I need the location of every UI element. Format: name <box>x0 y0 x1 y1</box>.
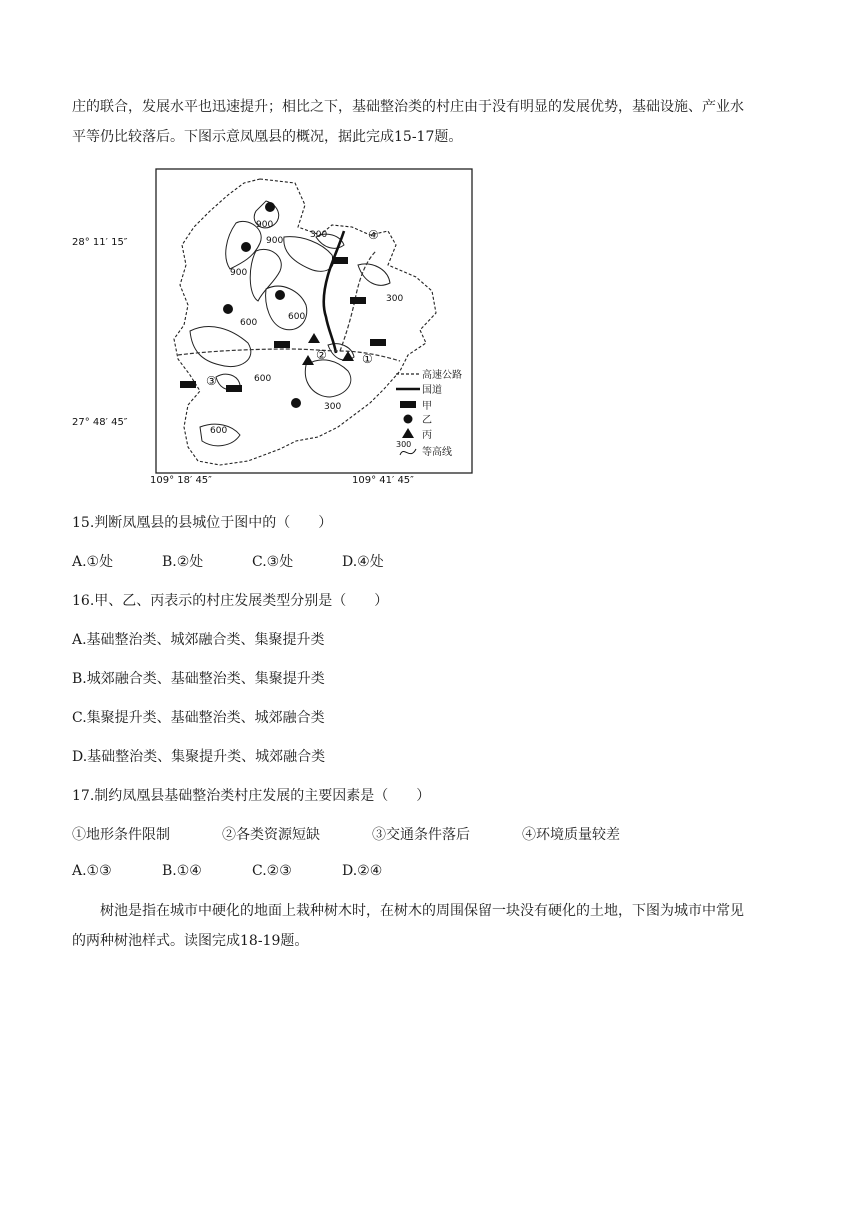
q17-factor-4: ④环境质量较差 <box>522 827 620 843</box>
contour-label: 600 <box>210 426 228 436</box>
lon-right-label: 109° 41′ 45″ <box>352 475 414 485</box>
q17-option-b: B.①④ <box>162 863 202 879</box>
contour-label: 900 <box>256 220 274 230</box>
marker-2: ② <box>316 348 327 362</box>
q17-option-c: C.②③ <box>252 863 292 879</box>
q15-option-c: C.③处 <box>252 554 294 570</box>
q15-option-b: B.②处 <box>162 554 204 570</box>
lon-left-label: 109° 18′ 45″ <box>150 475 212 485</box>
map-legend <box>396 368 462 458</box>
marker-1: ① <box>362 352 373 366</box>
intro-line-1: 庄的联合，发展水平也迅速提升；相比之下，基础整治类的村庄由于没有明显的发展优势，基础设施、产业水 <box>72 99 744 115</box>
q15-option-d: D.④处 <box>342 554 384 570</box>
contour-label: 900 <box>230 268 248 278</box>
q15-stem: 15.判断凤凰县的县城位于图中的（ ） <box>72 515 333 531</box>
jia-villages <box>180 257 386 392</box>
contour-label: 900 <box>266 236 284 246</box>
q17-stem: 17.制约凤凰县基础整治类村庄发展的主要因素是（ ） <box>72 788 431 804</box>
contour-label: 600 <box>288 312 306 322</box>
q17-option-d: D.②④ <box>342 863 383 879</box>
legend-jia-label: 甲 <box>422 401 432 412</box>
fenghuang-county-map <box>70 165 490 485</box>
legend-contour-label: 等高线 <box>422 447 452 458</box>
contour-label: 300 <box>386 294 404 304</box>
q17-factor-2: ②各类资源短缺 <box>222 827 320 843</box>
q15-option-a: A.①处 <box>72 554 114 570</box>
q17-factor-1: ①地形条件限制 <box>72 827 170 843</box>
q17-option-a: A.①③ <box>72 863 112 879</box>
lat-top-label: 28° 11′ 15″ <box>72 237 128 248</box>
q16-option-d: D.基础整治类、集聚提升类、城郊融合类 <box>72 749 326 765</box>
q16-option-a: A.基础整治类、城郊融合类、集聚提升类 <box>72 632 325 648</box>
legend-bing-label: 丙 <box>422 430 432 441</box>
passage-line-2: 的两种树池样式。读图完成18-19题。 <box>72 933 309 949</box>
contour-label: 300 <box>310 230 328 240</box>
legend-contour-sample: 300 <box>396 440 412 449</box>
q16-option-b: B.城郊融合类、基础整治类、集聚提升类 <box>72 671 325 687</box>
legend-yi-label: 乙 <box>422 415 432 426</box>
contour-label: 300 <box>324 402 342 412</box>
legend-highway-label: 高速公路 <box>422 370 462 381</box>
intro-line-2: 平等仍比较落后。下图示意凤凰县的概况，据此完成15-17题。 <box>72 129 463 145</box>
contour-lines <box>190 201 390 446</box>
lat-bottom-label: 27° 48′ 45″ <box>72 417 128 428</box>
q16-stem: 16.甲、乙、丙表示的村庄发展类型分别是（ ） <box>72 593 389 609</box>
county-boundary <box>174 179 436 465</box>
contour-label: 600 <box>240 318 258 328</box>
marker-4: ④ <box>368 228 379 242</box>
marker-3: ③ <box>206 374 217 388</box>
legend-national-road-label: 国道 <box>422 385 442 396</box>
q16-option-c: C.集聚提升类、基础整治类、城郊融合类 <box>72 710 325 726</box>
passage-line-1: 树池是指在城市中硬化的地面上栽种树木时，在树木的周围保留一块没有硬化的土地，下图为城市中常见 <box>100 903 744 919</box>
contour-label: 600 <box>254 374 272 384</box>
q17-factor-3: ③交通条件落后 <box>372 827 470 843</box>
